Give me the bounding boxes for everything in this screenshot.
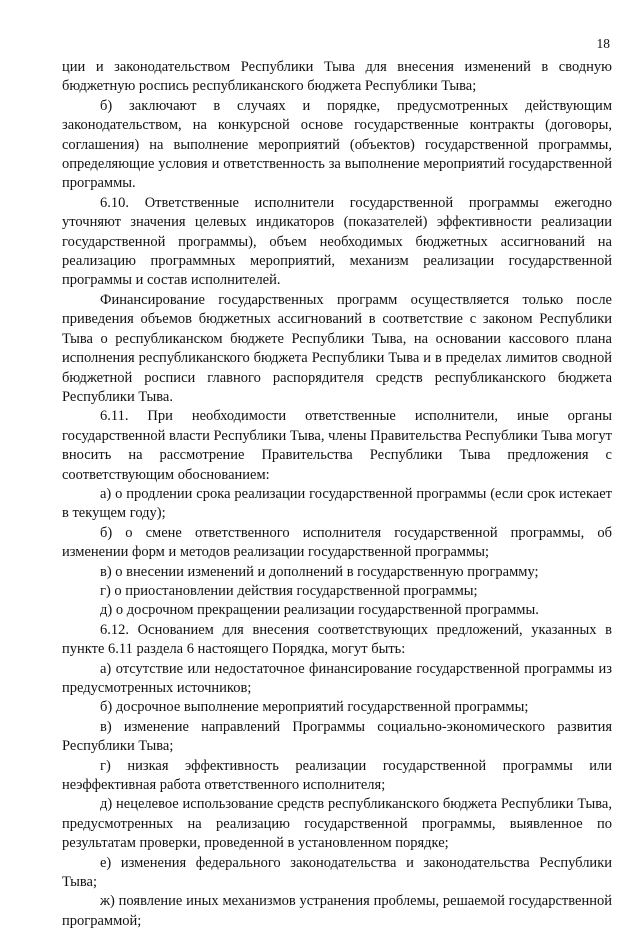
- list-item: в) о внесении изменений и дополнений в государственную программу;: [100, 563, 539, 580]
- document-body: [62, 58, 612, 931]
- list-item: ж) появление иных механизмов устранения проблемы, решаемой государственной программой;: [62, 893, 612, 929]
- list-item: е) изменения федерального законодательства и законодательства Республики Тыва;: [62, 854, 612, 891]
- paragraph: Финансирование государственных программ осуществляется только после приведения объемов бюджетных ассигнований в соответствие с законом Республики Тыва о республиканском бюджете Республики Тыва, на основании кассового плана исполнения республиканского бюджета Республики Тыва и в пределах лимитов сводной бюджетной росписи главного распорядителя средств республиканского бюджета Республики Тыва.: [62, 291, 612, 405]
- list-item: г) о приостановлении действия государственной программы;: [100, 582, 478, 599]
- paragraph: 6.10. Ответственные исполнители государственной программы ежегодно уточняют значения целевых индикаторов (показателей) эффективности реализации государственной программы), объем необходимых бюджетных ассигнований на реализацию программных мероприятий, механизм реализации государственной программы и состав исполнителей.: [62, 194, 612, 289]
- list-item: д) о досрочном прекращении реализации государственной программы.: [100, 602, 539, 619]
- paragraph: 6.11. При необходимости ответственные исполнители, иные органы государственной власти Республики Тыва, члены Правительства Республики Тыва могут вносить на рассмотрение Правительства Республики Тыва предложения с соответствующим обоснованием:: [62, 408, 612, 483]
- paragraph: 6.12. Основанием для внесения соответствующих предложений, указанных в пункте 6.11 раздела 6 настоящего Порядка, могут быть:: [62, 621, 612, 658]
- paragraph: ции и законодательством Республики Тыва для внесения изменений в сводную бюджетную роспись республиканского бюджета Республики Тыва;: [62, 59, 612, 95]
- list-item: в) изменение направлений Программы социально-экономического развития Республики Тыва;: [62, 718, 612, 755]
- list-item: б) досрочное выполнение мероприятий государственной программы;: [100, 699, 529, 716]
- list-item: б) о смене ответственного исполнителя государственной программы, об изменении форм и методов реализации государственной программы;: [62, 524, 612, 561]
- paragraph: б) заключают в случаях и порядке, предусмотренных действующим законодательством, на конкурсной основе государственные контракты (договоры, соглашения) на выполнение мероприятий (объектов) государственной программы, определяющие условия и ответственность за выполнение мероприятий государственной программы.: [62, 97, 612, 192]
- page-number: 18: [596, 36, 610, 51]
- list-item: а) о продлении срока реализации государственной программы (если срок истекает в текущем году);: [62, 485, 612, 522]
- list-item: а) отсутствие или недостаточное финансирование государственной программы из предусмотренных источников;: [62, 660, 612, 696]
- list-item: г) низкая эффективность реализации государственной программы или неэффективная работа ответственного исполнителя;: [62, 757, 612, 794]
- list-item: д) нецелевое использование средств республиканского бюджета Республики Тыва, предусмотренных на реализацию государственной программы, выявленное по результатам проверки, проведенной в установленном порядке;: [62, 796, 612, 852]
